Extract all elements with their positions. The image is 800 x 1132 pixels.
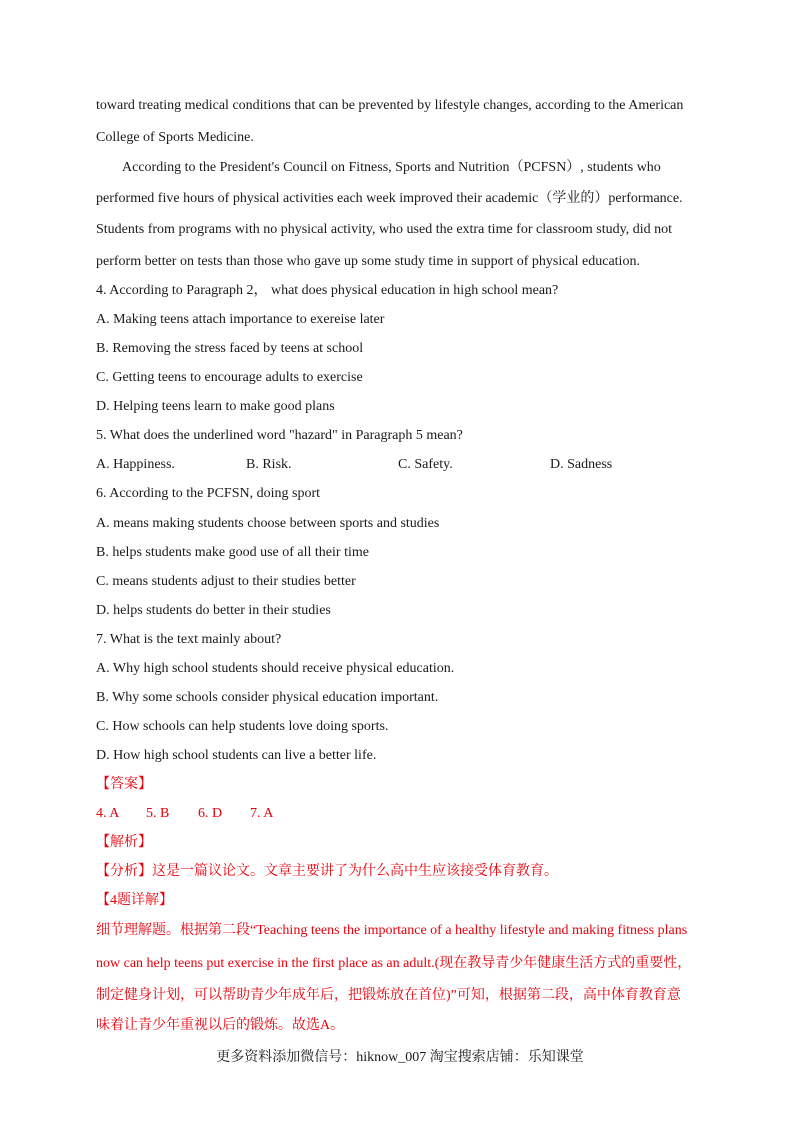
answer-list <box>96 805 273 823</box>
question-stem: 5. What does the underlined word "hazard" in Paragraph 5 mean? <box>96 428 463 443</box>
passage-line: perform better on tests than those who gave up some study time in support of physical education. <box>96 254 640 269</box>
question-option: C. How schools can help students love doing sports. <box>96 719 389 734</box>
analysis-heading: 【解析】 <box>96 835 152 850</box>
detail-line: now can help teens put exercise in the first place as an adult.(现在教导青少年健康生活方式的重要性， <box>96 956 692 971</box>
passage-line: toward treating medical conditions that can be prevented by lifestyle changes, according to the American <box>96 98 684 113</box>
question-option: B. Why some schools consider physical education important. <box>96 690 439 705</box>
question-option: A. Why high school students should receive physical education. <box>96 661 455 676</box>
answer-heading: 【答案】 <box>96 777 152 792</box>
question-option: D. Sadness <box>550 457 613 472</box>
question-stem: 4. According to Paragraph 2， what does physical education in high school mean? <box>96 283 559 298</box>
question-option: D. helps students do better in their studies <box>96 603 331 618</box>
question-option: D. Helping teens learn to make good plans <box>96 399 335 414</box>
detail-heading: 【4题详解】 <box>96 893 173 908</box>
answer-item: 6. D <box>198 806 223 821</box>
question-option: C. Getting teens to encourage adults to exercise <box>96 370 363 385</box>
answer-item: 7. A <box>250 806 274 821</box>
analysis-text: 【分析】这是一篇议论文。文章主要讲了为什么高中生应该接受体育教育。 <box>96 864 558 879</box>
passage-line: Students from programs with no physical activity, who used the extra time for classroom study, did not <box>96 222 672 237</box>
question-option: A. Making teens attach importance to exereise later <box>96 312 385 327</box>
question-option: B. Risk. <box>246 457 292 472</box>
passage-line: performed five hours of physical activities each week improved their academic（学业的）performance. <box>96 191 683 206</box>
question-option: A. means making students choose between sports and studies <box>96 516 440 531</box>
question-stem: 7. What is the text mainly about? <box>96 632 282 647</box>
answer-item: 4. A <box>96 806 120 821</box>
question-option: C. Safety. <box>398 457 453 472</box>
question-option: A. Happiness. <box>96 457 175 472</box>
answer-item: 5. B <box>146 806 170 821</box>
question-option: C. means students adjust to their studies better <box>96 574 356 589</box>
passage-line: College of Sports Medicine. <box>96 130 254 145</box>
passage-line: According to the President's Council on Fitness, Sports and Nutrition（PCFSN）, students who <box>122 160 661 175</box>
question-option: B. Removing the stress faced by teens at school <box>96 341 364 356</box>
detail-line: 细节理解题。根据第二段“Teaching teens the importance of a healthy lifestyle and making fitness plans <box>96 923 688 938</box>
detail-line: 味着让青少年重视以后的锻炼。故选A。 <box>96 1018 345 1033</box>
question-stem: 6. According to the PCFSN, doing sport <box>96 486 321 501</box>
question-option: D. How high school students can live a better life. <box>96 748 377 763</box>
question-option: B. helps students make good use of all their time <box>96 545 369 560</box>
detail-line: 制定健身计划，可以帮助青少年成年后，把锻炼放在首位)”可知，根据第二段，高中体育教育意 <box>96 988 681 1003</box>
page-footer: 更多资料添加微信号：hiknow_007 淘宝搜索店铺：乐知课堂 <box>216 1050 584 1065</box>
